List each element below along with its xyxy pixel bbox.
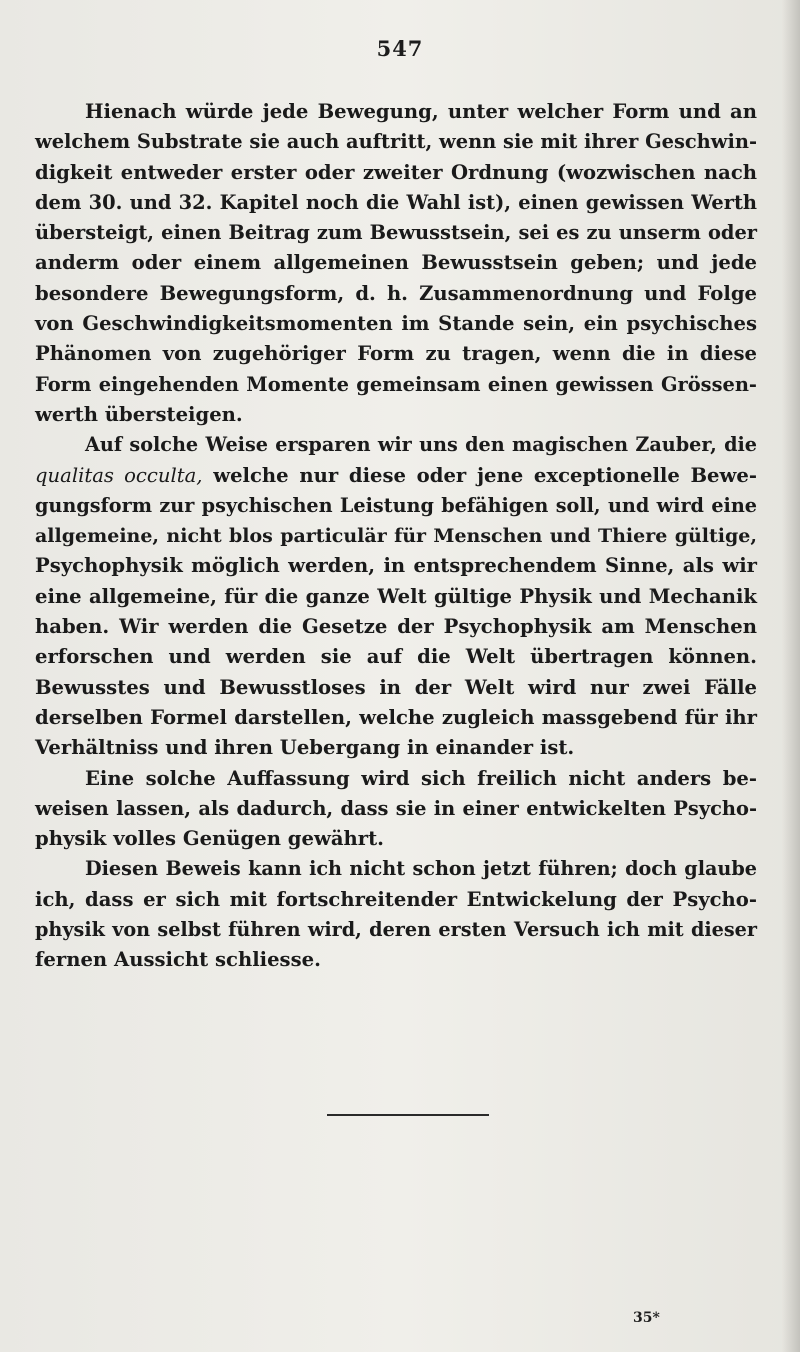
page-number: 547 [376,36,424,61]
text-line: Diesen Beweis kann ich nicht schon jetzt führen; doch glaube [85,857,757,881]
text-line: Psychophysik möglich werden, in entsprechendem Sinne, als wir [35,554,757,578]
text-line: physik volles Genügen gewährt. [35,827,384,851]
text-line: haben. Wir werden die Gesetze der Psychophysik am Menschen [35,615,757,639]
text-line: Phänomen von zugehöriger Form zu tragen, wenn die in diese [35,342,757,366]
paragraph-3 [35,764,757,855]
text-line: gungsform zur psychischen Leistung befähigen soll, und wird eine [35,493,757,517]
italic-phrase: qualitas occulta, [35,463,203,487]
text-line: welchem Substrate sie auch auftritt, wenn sie mit ihrer Geschwin- [35,130,757,154]
text-line: Auf solche Weise ersparen wir uns den magischen Zauber, die [85,433,757,457]
text-line-rest: welche nur diese oder jene exceptionelle Bewe- [202,463,757,487]
text-line: dem 30. und 32. Kapitel noch die Wahl ist), einen gewissen Werth [35,190,757,214]
text-line: Hienach würde jede Bewegung, unter welcher Form und an [85,100,757,123]
text-line: allgemeine, nicht blos particulär für Menschen und Thiere gültige, [35,525,757,548]
text-line: digkeit entweder erster oder zweiter Ordnung (wozwischen nach [35,160,757,184]
section-divider [327,1114,489,1116]
text-line: fernen Aussicht schliesse. [35,948,321,972]
text-line: besondere Bewegungsform, d. h. Zusammenordnung und Folge [35,281,757,305]
page-edge-shadow [782,0,800,1352]
text-line: weisen lassen, als dadurch, dass sie in einer entwickelten Psycho- [35,796,757,820]
text-line: von Geschwindigkeitsmomenten im Stande sein, ein psychisches [35,312,757,336]
text-line: physik von selbst führen wird, deren ersten Versuch ich mit dieser [35,918,757,942]
text-line: ich, dass er sich mit fortschreitender Entwickelung der Psycho- [35,887,757,911]
text-line: erforschen und werden sie auf die Welt übertragen können. [35,645,757,669]
text-line: eine allgemeine, für die ganze Welt gültige Physik und Mechanik [35,584,757,608]
text-line: Bewusstes und Bewusstloses in der Welt wird nur zwei Fälle [35,675,757,699]
text-line: werth übersteigen. [35,402,243,426]
text-line-with-italic [35,461,757,491]
text-line: anderm oder einem allgemeinen Bewusstsein geben; und jede [35,251,757,275]
body-text [35,97,757,976]
paragraph-4 [35,854,757,975]
text-line: Verhältniss und ihren Uebergang in einander ist. [35,736,575,760]
signature-mark: 35* [633,1310,660,1326]
paragraph-2 [35,430,757,763]
text-line: Form eingehenden Momente gemeinsam einen gewissen Grössen- [35,372,757,396]
paragraph-1 [35,97,757,430]
text-line: derselben Formel darstellen, welche zugleich massgebend für ihr [35,705,757,729]
text-line: Eine solche Auffassung wird sich freilich nicht anders be- [85,766,757,790]
text-line: übersteigt, einen Beitrag zum Bewusstsein, sei es zu unserm oder [35,221,757,245]
